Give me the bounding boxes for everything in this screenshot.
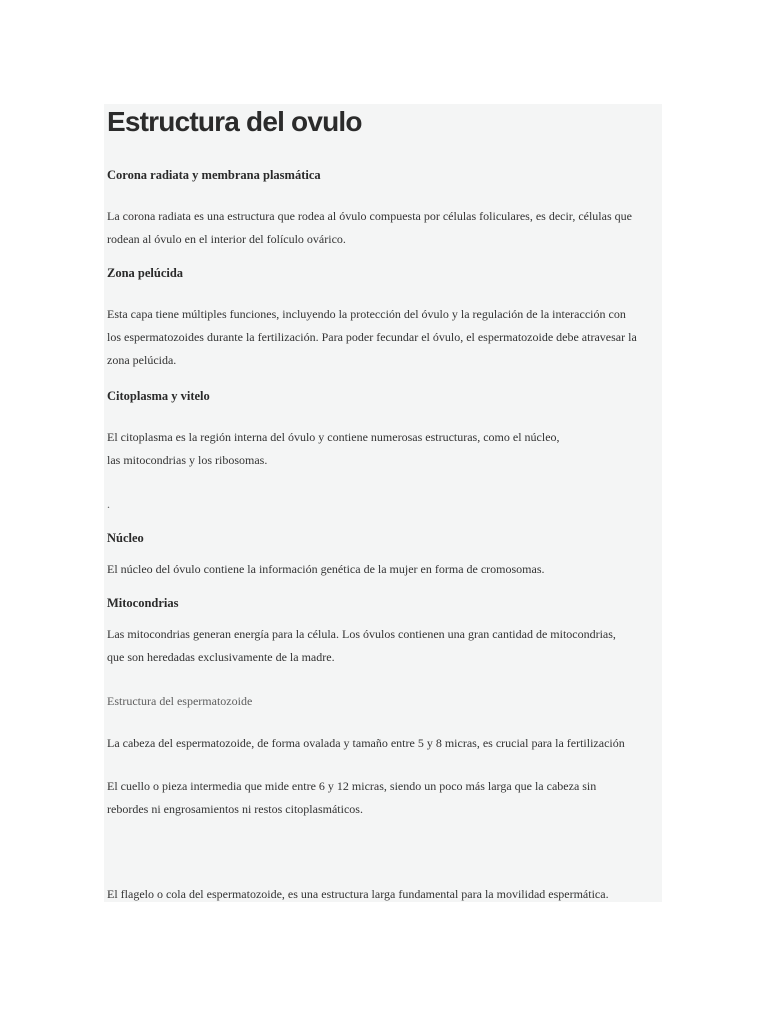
- paragraph-line: zona pelúcida.: [107, 353, 177, 367]
- section-heading-zona-pelucida: Zona pelúcida: [107, 266, 184, 280]
- paragraph-line: El flagelo o cola del espermatozoide, es una estructura larga fundamental para la movilidad espermática.: [107, 887, 609, 901]
- page-title: Estructura del ovulo: [107, 106, 362, 137]
- paragraph-mitocondrias: [107, 623, 616, 669]
- subheading-espermatozoide: Estructura del espermatozoide: [107, 694, 253, 708]
- paragraph-line: rebordes ni engrosamientos ni restos citoplasmáticos.: [107, 802, 363, 816]
- paragraph-line: La corona radiata es una estructura que rodea al óvulo compuesta por células foliculares, es decir, células que: [107, 209, 632, 223]
- paragraph-line: El núcleo del óvulo contiene la información genética de la mujer en forma de cromosomas.: [107, 562, 545, 576]
- section-heading-citoplasma: Citoplasma y vitelo: [107, 389, 210, 403]
- section-heading-corona-radiata: Corona radiata y membrana plasmática: [107, 168, 321, 182]
- paragraph-line: rodean al óvulo en el interior del folículo ovárico.: [107, 232, 346, 246]
- paragraph-cuello: [107, 775, 596, 821]
- paragraph-line: Esta capa tiene múltiples funciones, incluyendo la protección del óvulo y la regulación de la interacción con: [107, 307, 626, 321]
- paragraph-nucleo: [107, 558, 545, 581]
- paragraph-line: El cuello o pieza intermedia que mide entre 6 y 12 micras, siendo un poco más larga que la cabeza sin: [107, 779, 597, 793]
- paragraph-line: El citoplasma es la región interna del óvulo y contiene numerosas estructuras, como el núcleo,: [107, 430, 560, 444]
- paragraph-flagelo: [107, 883, 609, 906]
- document-page: [104, 104, 662, 902]
- section-heading-mitocondrias: Mitocondrias: [107, 596, 179, 610]
- paragraph-zona-pelucida: [107, 303, 637, 372]
- stray-period-mark: .: [107, 497, 110, 511]
- paragraph-line: las mitocondrias y los ribosomas.: [107, 453, 268, 467]
- paragraph-line: los espermatozoides durante la fertilización. Para poder fecundar el óvulo, el espermatozoide debe atravesar la: [107, 330, 637, 344]
- paragraph-cabeza: [107, 732, 625, 755]
- paragraph-line: La cabeza del espermatozoide, de forma ovalada y tamaño entre 5 y 8 micras, es crucial para la fertilización: [107, 736, 625, 750]
- paragraph-line: Las mitocondrias generan energía para la célula. Los óvulos contienen una gran cantidad de mitocondrias,: [107, 627, 616, 641]
- section-heading-nucleo: Núcleo: [107, 531, 144, 545]
- paragraph-line: que son heredadas exclusivamente de la madre.: [107, 650, 335, 664]
- paragraph-citoplasma: [107, 426, 560, 472]
- paragraph-corona-radiata: [107, 205, 632, 251]
